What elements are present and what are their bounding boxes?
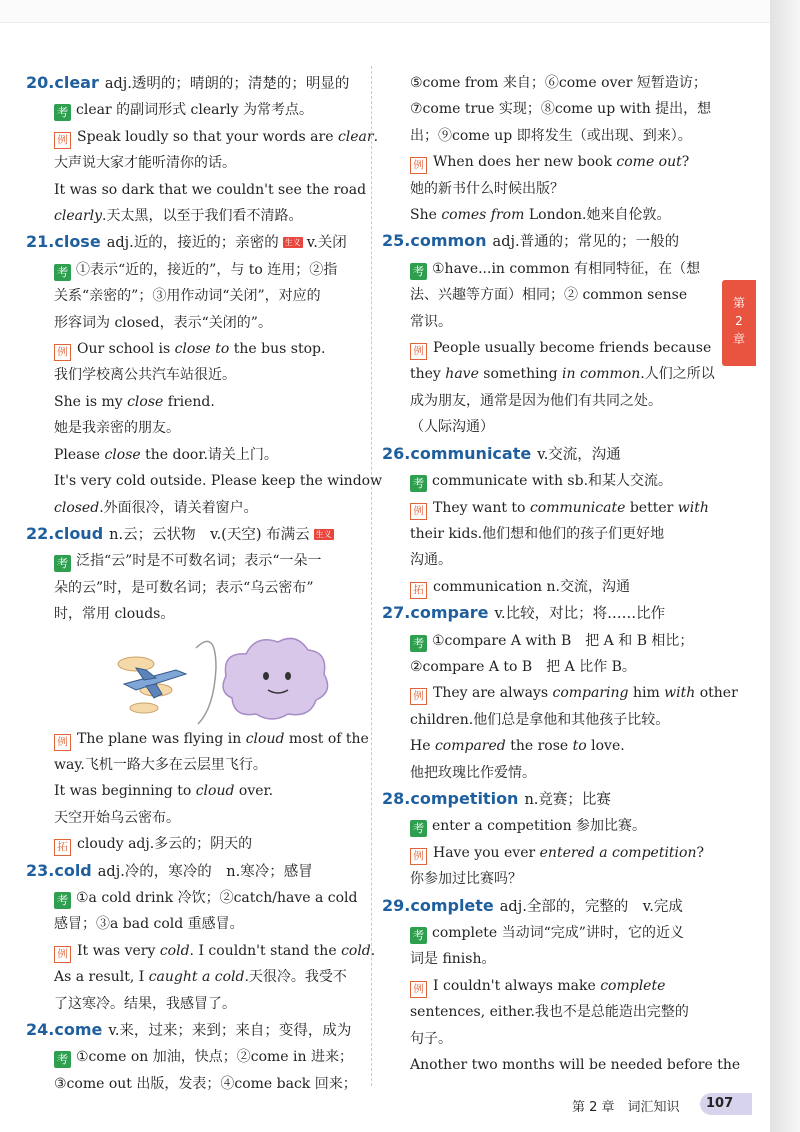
top-strip xyxy=(0,0,770,23)
example-line: She comes from London.她来自伦敦。 xyxy=(410,207,671,224)
kao-line: 考 communicate with sb.和某人交流。 xyxy=(382,468,712,494)
example-translation: 天空开始乌云密布。 xyxy=(54,809,180,826)
kao-label-icon: 考 xyxy=(54,555,71,572)
example-translation: 你参加过比赛吗？ xyxy=(410,871,522,888)
entry-24-head: 24.come v.来，过来；来到；来自；变得，成为 xyxy=(26,1020,352,1039)
headword: common xyxy=(410,231,487,251)
example-label-icon: 例 xyxy=(54,946,71,963)
left-column xyxy=(26,70,383,1097)
example-line: 例 I couldn't always make complete xyxy=(382,973,712,999)
headword: clear xyxy=(54,73,99,92)
chapter-footer: 第 2 章 词汇知识 xyxy=(572,1100,680,1115)
example-line: It was so dark that we couldn't see the road xyxy=(54,181,367,198)
headword: communicate xyxy=(410,443,532,463)
sheng-yi-badge: 生义 xyxy=(284,238,301,248)
entry-20-head: 20.clear adj.透明的；晴朗的；清楚的；明显的 xyxy=(26,73,350,92)
tuo-line: 拓 communication n.交流，沟通 xyxy=(382,574,712,600)
example-translation: 我们学校离公共汽车站很近。 xyxy=(54,367,236,384)
example-line: their kids.他们想和他们的孩子们更好地 xyxy=(410,525,665,542)
sheng-yi-badge: 生义 xyxy=(315,529,332,539)
kao-line: 形容词为 closed，表示“关闭的”。 xyxy=(54,314,272,331)
example-line: 例 When does her new book come out? xyxy=(382,149,712,175)
kao-line: 词是 finish。 xyxy=(410,951,496,968)
example-line: way.飞机一路大多在云层里飞行。 xyxy=(54,756,267,773)
kao-label-icon: 考 xyxy=(410,927,427,944)
example-line: She is my close friend. xyxy=(54,393,215,410)
example-line: Another two months will be needed before the xyxy=(410,1057,741,1074)
example-line: 例 People usually become friends because xyxy=(382,335,712,361)
example-label-icon: 例 xyxy=(410,688,427,705)
example-line: 例 The plane was flying in cloud most of the xyxy=(26,726,362,752)
example-line: 例 Have you ever entered a competition? xyxy=(382,840,712,866)
chapter-tab: 第 2 章 xyxy=(722,280,756,366)
entry-28-head: 28.competition n.竞赛；比赛 xyxy=(382,788,611,808)
kao-label-icon: 考 xyxy=(54,104,71,121)
example-line: children.他们总是拿他和其他孩子比较。 xyxy=(410,711,670,728)
kao-line: ⑤come from 来自；⑥come over 短暂造访； xyxy=(410,75,707,91)
kao-line: ③come out 出版，发表；④come back 回来； xyxy=(54,1075,357,1092)
example-translation: 他把玫瑰比作爱情。 xyxy=(410,764,536,781)
kao-line: 关系“亲密的”；③用作动词“关闭”，对应的 xyxy=(54,288,321,305)
example-label-icon: 例 xyxy=(54,734,71,751)
kao-line: 考 enter a competition 参加比赛。 xyxy=(382,813,712,839)
example-label-icon: 例 xyxy=(54,344,71,361)
headword: close xyxy=(54,232,101,252)
example-label-icon: 例 xyxy=(54,132,71,149)
tuo-line: 拓 cloudy adj.多云的；阴天的 xyxy=(26,831,362,857)
headword: competition xyxy=(410,788,519,808)
example-line: It was beginning to cloud over. xyxy=(54,783,274,800)
kao-line: 考 ①come on 加油，快点；②come in 进来； xyxy=(26,1044,362,1070)
plane-and-cloud-illustration xyxy=(26,628,362,726)
example-translation: 了这寒冷。结果，我感冒了。 xyxy=(54,995,236,1012)
kao-label-icon: 考 xyxy=(410,820,427,837)
headword: cloud xyxy=(54,523,104,543)
entry-22-head: 22.cloud n.云；云状物 v.(天空) 布满云 生义 xyxy=(26,523,332,543)
kao-label-icon: 考 xyxy=(54,264,71,281)
kao-label-icon: 考 xyxy=(410,263,427,280)
kao-line: 法、兴趣等方面）相同；② common sense xyxy=(410,287,688,304)
kao-line: 朵的云”时，是可数名词；表示“乌云密布” xyxy=(54,579,314,596)
example-translation: 她是我亲密的朋友。 xyxy=(54,420,180,437)
example-label-icon: 例 xyxy=(410,157,427,174)
topic-note: （人际沟通） xyxy=(410,419,494,436)
example-label-icon: 例 xyxy=(410,848,427,865)
entry-27-head: 27.compare v.比较，对比；将……比作 xyxy=(382,603,666,623)
headword: compare xyxy=(410,603,489,623)
kao-line: 考 ①have...in common 有相同特征，在（想 xyxy=(382,256,712,282)
kao-line: 感冒；③a bad cold 重感冒。 xyxy=(54,916,244,933)
kao-label-icon: 考 xyxy=(410,635,427,652)
headword: cold xyxy=(54,860,92,880)
kao-line: 考 ①compare A with B 把 A 和 B 相比； xyxy=(382,628,712,654)
extension-label-icon: 拓 xyxy=(54,839,71,856)
headword: complete xyxy=(410,895,494,915)
headword: come xyxy=(54,1020,103,1039)
example-translation: 大声说大家才能听清你的话。 xyxy=(54,155,236,172)
example-line: closed.外面很冷，请关着窗户。 xyxy=(54,499,258,516)
kao-line: 时，常用 clouds。 xyxy=(54,606,175,623)
kao-line: 考 泛指“云”时是不可数名词；表示“一朵一 xyxy=(26,548,362,574)
example-line: sentences, either.我也不是总能造出完整的 xyxy=(410,1004,689,1021)
example-translation: 沟通。 xyxy=(410,552,452,569)
kao-label-icon: 考 xyxy=(410,475,427,492)
page-number: 107 xyxy=(700,1093,752,1115)
kao-line: 出；⑨come up 即将发生（或出现、到来）。 xyxy=(410,127,692,144)
plane-cloud-picture xyxy=(26,628,362,726)
example-line: He compared the rose to love. xyxy=(410,738,625,755)
kao-label-icon: 考 xyxy=(54,892,71,909)
page-edge xyxy=(770,0,800,1132)
example-line: It's very cold outside. Please keep the window xyxy=(54,473,383,490)
example-line: 例 They are always comparing him with other xyxy=(382,680,712,706)
example-line: clearly.天太黑，以至于我们看不清路。 xyxy=(54,208,303,225)
kao-line: ⑦come true 实现；⑧come up with 提出，想 xyxy=(410,101,712,118)
example-line: they have something in common.人们之所以 xyxy=(410,366,715,383)
example-translation: 成为朋友，通常是因为他们有共同之处。 xyxy=(410,392,662,409)
example-line: 例 It was very cold. I couldn't stand the cold. xyxy=(26,938,362,964)
example-line: 例 Our school is close to the bus stop. xyxy=(26,336,362,362)
entry-21-head: 21.close adj.近的，接近的；亲密的 生义 v.关闭 xyxy=(26,232,347,252)
example-label-icon: 例 xyxy=(410,503,427,520)
kao-line: 常识。 xyxy=(410,313,452,330)
entry-26-head: 26.communicate v.交流，沟通 xyxy=(382,443,621,463)
example-label-icon: 例 xyxy=(410,343,427,360)
kao-line: 考 clear 的副词形式 clearly 为常考点。 xyxy=(26,97,362,123)
example-label-icon: 例 xyxy=(410,981,427,998)
extension-label-icon: 拓 xyxy=(410,582,427,599)
example-line: Please close the door.请关上门。 xyxy=(54,446,278,463)
kao-line: 考 ①a cold drink 冷饮；②catch/have a cold xyxy=(26,885,362,911)
entry-23-head: 23.cold adj.冷的，寒冷的 n.寒冷；感冒 xyxy=(26,860,313,880)
kao-line: 考 ①表示“近的，接近的”，与 to 连用；②指 xyxy=(26,257,362,283)
kao-line: 考 complete 当动词“完成”讲时，它的近义 xyxy=(382,920,712,946)
entry-29-head: 29.complete adj.全部的，完整的 v.完成 xyxy=(382,895,683,915)
kao-line: ②compare A to B 把 A 比作 B。 xyxy=(410,658,636,675)
column-divider xyxy=(371,66,372,1086)
example-translation: 她的新书什么时候出版？ xyxy=(410,180,564,197)
example-line: As a result, I caught a cold.天很冷。我受不 xyxy=(54,969,347,986)
example-translation: 句子。 xyxy=(410,1030,452,1047)
entry-25-head: 25.common adj.普通的；常见的；一般的 xyxy=(382,231,680,251)
example-line: 例 They want to communicate better with xyxy=(382,495,712,521)
kao-label-icon: 考 xyxy=(54,1051,71,1068)
example-line: 例 Speak loudly so that your words are clear. xyxy=(26,124,362,150)
